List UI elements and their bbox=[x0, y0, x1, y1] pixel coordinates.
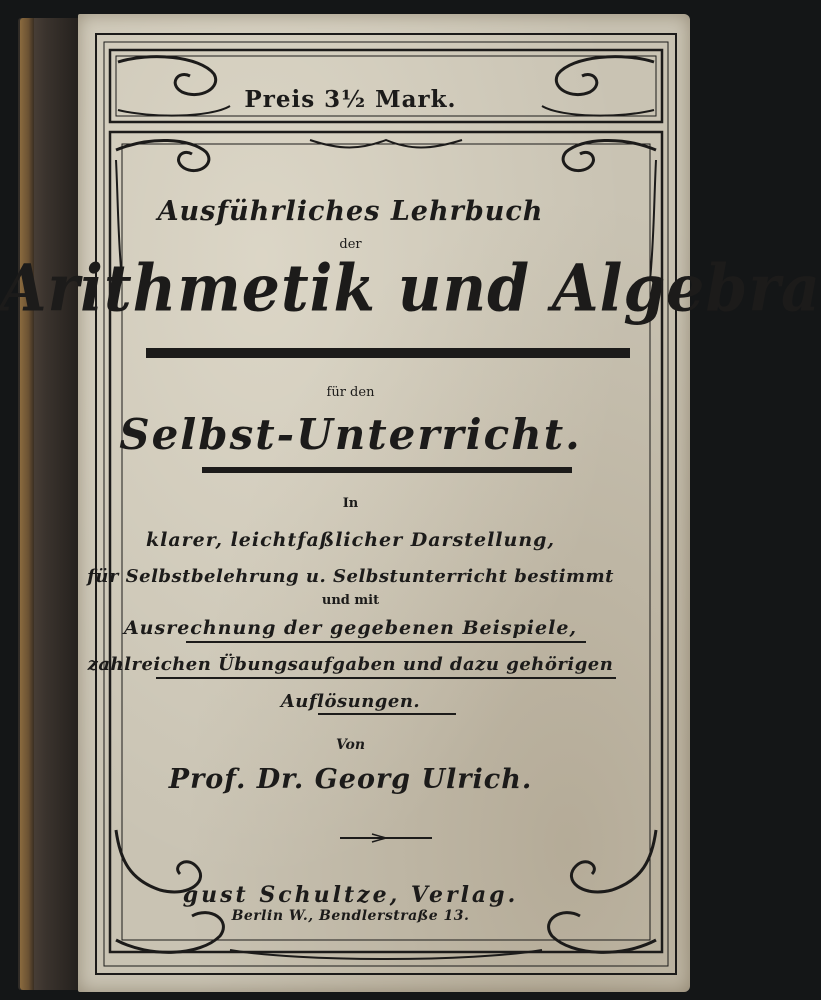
publisher-name: gust Schultze, Verlag. bbox=[182, 882, 519, 908]
desc-line-4-underline bbox=[156, 677, 616, 679]
author-name: Prof. Dr. Georg Ulrich. bbox=[168, 764, 533, 795]
desc-line-3: Ausrechnung der gegebenen Beispiele, bbox=[123, 617, 578, 639]
main-title: Arithmetik und Algebra bbox=[0, 251, 821, 327]
author-von: Von bbox=[335, 737, 366, 753]
main-title-rule bbox=[146, 348, 630, 358]
desc-line-5: Auflösungen. bbox=[280, 691, 421, 712]
swirl-panel-top-left bbox=[116, 140, 209, 170]
publisher-address: Berlin W., Bendlerstraße 13. bbox=[231, 908, 470, 924]
desc-line-1: klarer, leichtfaßlicher Darstellung, bbox=[145, 529, 556, 551]
subtitle-rule bbox=[202, 467, 572, 473]
desc-line-2: für Selbstbelehrung u. Selbstunterricht bestimmt bbox=[87, 566, 614, 587]
price-label: Preis 3½ Mark. bbox=[244, 86, 457, 113]
desc-line-4: zahlreichen Übungsaufgaben und dazu gehörigen bbox=[87, 654, 614, 675]
title-line-1: Ausführliches Lehrbuch bbox=[157, 196, 544, 227]
desc-line-5-underline bbox=[318, 713, 456, 715]
desc-und-mit: und mit bbox=[321, 593, 380, 608]
title-der: der bbox=[339, 237, 362, 252]
swirl-panel-top-right bbox=[563, 140, 656, 170]
title-fuer-den: für den bbox=[326, 385, 375, 400]
desc-in: In bbox=[342, 496, 359, 511]
subtitle-selbst-unterricht: Selbst-Unterricht. bbox=[119, 410, 582, 459]
desc-line-3-underline bbox=[186, 641, 586, 643]
